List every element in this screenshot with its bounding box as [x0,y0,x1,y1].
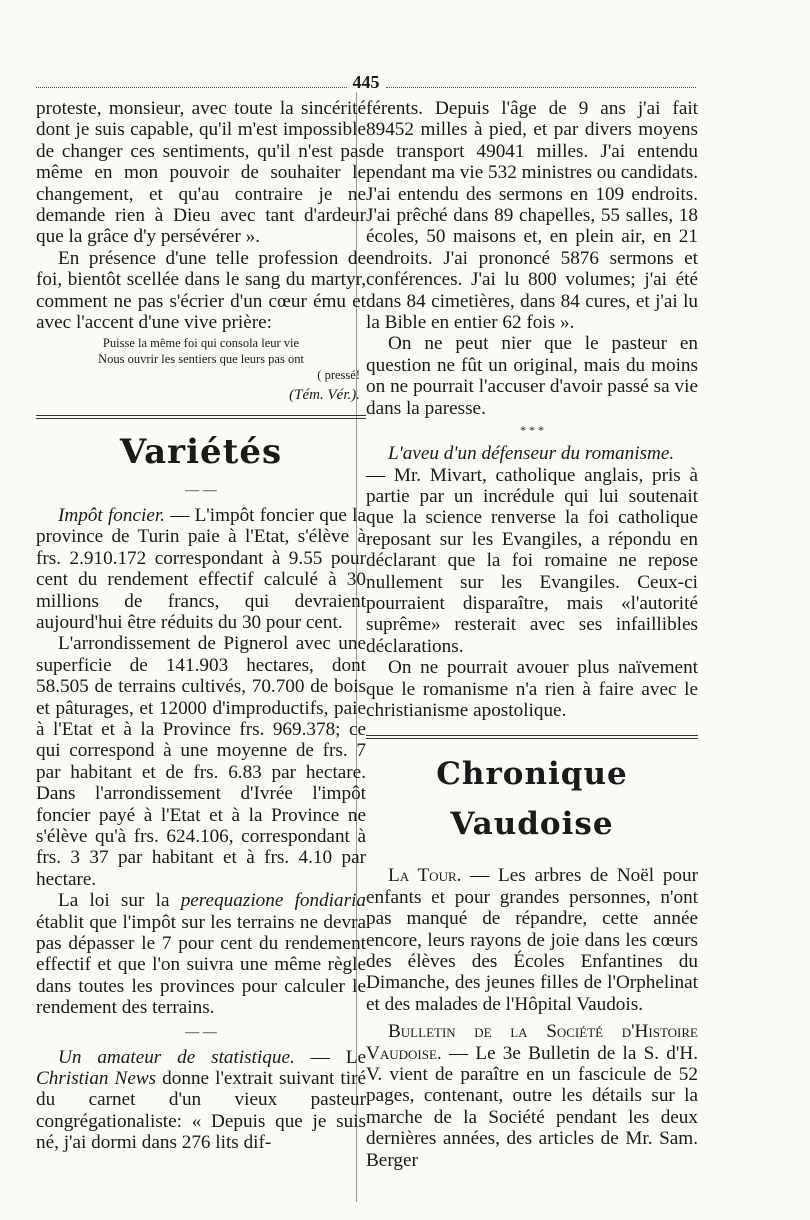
article-dash: — — [185,1024,217,1040]
text-run: établit que l'impôt sur les terrains ne devra pas dépasser le 7 pour cent du rendement effectif et que l'on suivra une même règle dans toutes les provinces pour calculer le rendement des terrains. [36,911,366,1019]
article-title: Un amateur de statistique. [58,1046,295,1068]
paragraph: On ne pourrait avouer plus naïvement que le romanisme n'a rien à faire avec le christianisme apostolique. [366,657,698,721]
page-number: 445 [352,71,380,92]
article-title: Bulletin de la Société d'Histoire Vaudoise. [366,1021,698,1064]
article-la-tour [366,865,698,1015]
paragraph: On ne peut nier que le pasteur en question ne fût un original, mais du moins on ne pourrait l'accuser d'avoir passé sa vie dans la paresse. [366,333,698,419]
verse-line: ( pressé! [317,368,360,383]
italic-term: perequazione fondiaria [180,890,367,912]
page-header [36,70,696,94]
article-bulletin [366,1021,698,1171]
italic-term: Christian News [36,1068,157,1090]
paragraph [36,890,366,1018]
article-title: La Tour. [388,865,462,887]
article-text: — Mr. Mivart, catholique anglais, pris à partie par un incrédule qui lui soutenait que la science renverse la foi catholique reposant sur les Evangiles, a répondu en déclarant que la foi romaine ne repose nullement sur les Evangiles. Ceux-ci pourraient disparaître, mais «l'autorité suprême» resterait avec ses infaillibles déclarations. [366,464,698,657]
verse-quote [36,335,366,383]
article-title: Impôt foncier. [58,504,165,526]
verse-line: Nous ouvrir les sentiers que leurs pas ont [98,352,304,367]
paragraph: proteste, monsieur, avec toute la sincérité dont je suis capable, qu'il m'est impossible de changer ces sentiments, qu'il n'est pas même en mon pouvoir de souhaiter le changement, et qu'au contraire je ne demande rien à Dieu avec tant d'ardeur que la grâce d'y persévérer ». [36,98,366,248]
section-divider [366,735,698,739]
header-dotted-rule-left [36,87,347,88]
title-dash: — — [185,482,217,498]
section-divider [36,415,366,419]
paragraph: En présence d'une telle profession de foi, bientôt scellée dans le sang du martyr, comment ne pas s'écrier d'un cœur ému et avec l'accent d'une vive prière: [36,247,366,334]
paragraph: L'arrondissement de Pignerol avec une superficie de 141.903 hectares, dont 58.505 de terrains cultivés, 70.700 de bois et pâturages, et 12000 d'improductifs, paie à l'Etat et à la Province frs. 969.378; ce qui correspond à une moyenne de frs. 7 par habitant et de frs. 6.83 par hectare. Dans l'arrondissement d'Ivrée l'impôt foncier payé à l'Etat et à la Province ne s'élève qu'à frs. 624.106, correspondant à frs. 3 37 par habitant et à frs. 4.10 par hectare. [36,633,366,890]
header-dotted-rule-right [386,87,697,88]
text-run: — Le [294,1046,366,1068]
article-aveu [366,443,698,657]
article-amateur-statistique [36,1047,366,1154]
article-text: — Le 3e Bulletin de la S. d'H. V. vient de paraître en un fascicule de 52 pages, contenant, outre les détails sur la marche de la Société pendant les deux dernières années, des articles de Mr. Sam. Berger [366,1042,698,1171]
asterism: * * * [520,423,544,438]
verse-line: Puisse la même foi qui consola leur vie [102,336,300,351]
text-run: La loi sur la [58,890,181,912]
section-title-varietes: Variétés [119,431,283,472]
paragraph: férents. Depuis l'âge de 9 ans j'ai fait 89452 milles à pied, et par divers moyens de transport 49041 milles. J'ai entendu pendant ma vie 532 ministres ou candidats. J'ai entendu des sermons en 109 endroits. J'ai prêché dans 89 chapelles, 55 salles, 18 écoles, 50 maisons et, en plein air, en 21 endroits. J'ai prononcé 5876 sermons et conférences. J'ai lu 800 volumes; j'ai été dans 84 cimetières, dans 84 cures, et j'ai lu la Bible en entier 62 fois ». [366,98,698,334]
left-column [36,98,366,1154]
article-text: — Les arbres de Noël pour enfants et pour grandes personnes, n'ont pas manqué de répandre, cette année encore, leurs rayons de joie dans les cœurs des élèves des Écoles Enfantines du Dimanche, des jeunes filles de l'Orphelinat et des malades de l'Hôpital Vaudois. [366,865,698,1015]
article-impot-foncier [36,505,366,633]
source-citation: (Tém. Vér.). [289,387,360,404]
text-run: donne l'extrait suivant tiré du carnet d'un vieux pasteur congrégationaliste: « Depuis que je suis né, j'ai dormi dans 276 lits dif- [36,1068,366,1154]
article-title: L'aveu d'un défenseur du romanisme. [388,443,675,465]
right-column [366,98,698,1171]
section-title-chronique-vaudoise: Chronique Vaudoise [436,756,628,843]
article-text: — L'impôt foncier que la province de Turin paie à l'Etat, s'élève à frs. 2.910.172 correspondant à 9.55 pour cent du rendement effectif calculé à 30 millions de francs, qui devraient aujourd'hui être réduits du 30 pour cent. [36,504,366,633]
